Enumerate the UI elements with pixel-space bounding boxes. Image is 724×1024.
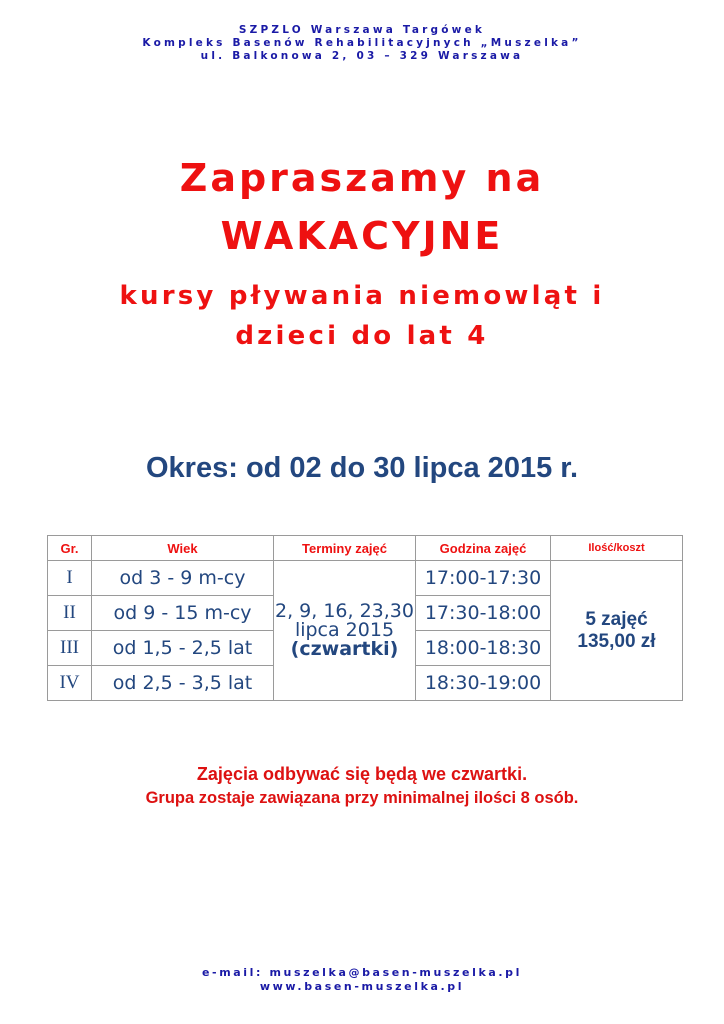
header-org-name: SZPZLO Warszawa Targówek bbox=[238, 24, 486, 36]
dates-line-3: (czwartki) bbox=[290, 638, 399, 660]
dates-cell bbox=[274, 561, 416, 701]
cost-line-2: 135,00 zł bbox=[577, 630, 656, 652]
subtitle-line-1: kursy pływania niemowląt i bbox=[119, 281, 605, 311]
note-line-1: Zajęcia odbywać się będą we czwartki. bbox=[196, 764, 528, 784]
title-line-2: WAKACYJNE bbox=[220, 214, 504, 258]
schedule-table bbox=[47, 535, 683, 701]
group-cell: III bbox=[48, 631, 92, 666]
header-block bbox=[0, 24, 724, 63]
group-cell: I bbox=[48, 561, 92, 596]
hours-cell: 18:00-18:30 bbox=[416, 631, 551, 666]
subtitle bbox=[0, 276, 724, 356]
footer-email: e-mail: muszelka@basen-muszelka.pl bbox=[201, 966, 523, 979]
header-address: ul. Balkonowa 2, 03 – 329 Warszawa bbox=[200, 50, 524, 62]
dates-line-1: 2, 9, 16, 23,30 bbox=[275, 600, 414, 622]
period-text: Okres: od 02 do 30 lipca 2015 r. bbox=[146, 452, 578, 484]
dates-line-2: lipca 2015 bbox=[294, 619, 395, 641]
header-facility-name: Kompleks Basenów Rehabilitacyjnych „Muszelka” bbox=[142, 37, 582, 49]
age-cell: od 3 - 9 m-cy bbox=[92, 561, 274, 596]
hours-cell: 17:00-17:30 bbox=[416, 561, 551, 596]
footer-block bbox=[0, 966, 724, 994]
age-cell: od 1,5 - 2,5 lat bbox=[92, 631, 274, 666]
age-cell: od 2,5 - 3,5 lat bbox=[92, 666, 274, 701]
footer-website: www.basen-muszelka.pl bbox=[259, 980, 465, 993]
col-header-group: Gr. bbox=[48, 536, 92, 561]
notes-block bbox=[0, 762, 724, 810]
col-header-dates: Terminy zajęć bbox=[274, 536, 416, 561]
table-row bbox=[48, 561, 683, 596]
group-cell: IV bbox=[48, 666, 92, 701]
title-line-1: Zapraszamy na bbox=[179, 156, 545, 200]
hours-cell: 18:30-19:00 bbox=[416, 666, 551, 701]
group-cell: II bbox=[48, 596, 92, 631]
col-header-hours: Godzina zajęć bbox=[416, 536, 551, 561]
subtitle-line-2: dzieci do lat 4 bbox=[235, 321, 489, 351]
cost-line-1: 5 zajęć bbox=[585, 608, 648, 630]
note-line-2: Grupa zostaje zawiązana przy minimalnej ilości 8 osób. bbox=[145, 789, 579, 807]
hours-cell: 17:30-18:00 bbox=[416, 596, 551, 631]
col-header-age: Wiek bbox=[92, 536, 274, 561]
cost-cell bbox=[551, 561, 683, 701]
age-cell: od 9 - 15 m-cy bbox=[92, 596, 274, 631]
table-header-row bbox=[48, 536, 683, 561]
col-header-cost: Ilość/koszt bbox=[551, 536, 683, 561]
